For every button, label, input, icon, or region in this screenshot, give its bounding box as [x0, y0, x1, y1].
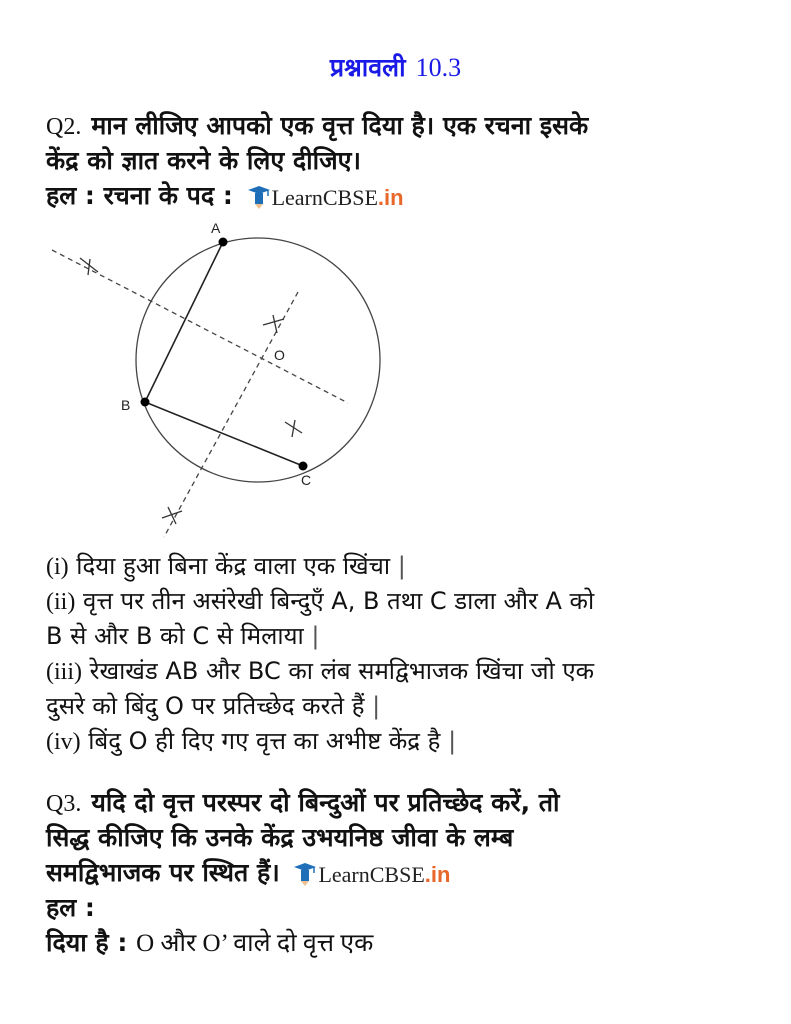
- bisector-bc: [164, 292, 298, 537]
- q2-line2: केंद्र को ज्ञात करने के लिए दीजिए।: [46, 146, 361, 175]
- q2-number: Q2.: [46, 114, 82, 140]
- title-number: 10.3: [415, 53, 462, 82]
- circle: [136, 238, 380, 482]
- logo-suffix: .in: [424, 861, 451, 887]
- chord-ab: [145, 242, 223, 402]
- graduation-cap-pencil-icon: [292, 861, 318, 887]
- q3-line2: सिद्ध कीजिए कि उनके केंद्र उभयनिष्ठ जीवा के लम्ब: [46, 823, 514, 852]
- arc-marks: [80, 258, 302, 524]
- bisector-ab: [52, 250, 348, 403]
- step-1: (i) दिया हुआ बिना केंद्र वाला एक खिंचा |: [46, 552, 406, 580]
- graduation-cap-pencil-icon: [246, 184, 272, 210]
- label-c: C: [301, 472, 312, 488]
- q3-line1: [46, 785, 560, 822]
- q3-line3: [46, 855, 450, 892]
- chord-bc: [145, 402, 303, 466]
- point-c: [299, 462, 308, 471]
- q2-solution-label: हल : रचना के पद :: [46, 181, 233, 210]
- logo-text: LearnCBSE: [271, 184, 378, 210]
- q2-text-1: मान लीजिए आपको एक वृत्त दिया है। एक रचना इसके: [91, 111, 589, 140]
- point-b: [141, 398, 150, 407]
- label-b: B: [121, 397, 131, 413]
- step-3: (iii) रेखाखंड AB और BC का लंब समद्विभाजक खिंचा जो एक: [46, 657, 595, 685]
- given-label: दिया है :: [46, 928, 128, 957]
- logo-suffix: .in: [377, 184, 404, 210]
- q3-text-1: यदि दो वृत्त परस्पर दो बिन्दुओं पर प्रतिच्छेद करें, तो: [91, 788, 560, 817]
- given-text: O और O’ वाले दो वृत्त एक: [136, 930, 374, 957]
- step-2-cont: B से और B को C से मिलाया |: [46, 622, 320, 650]
- learncbse-logo: [246, 180, 404, 215]
- page-title: [0, 50, 791, 84]
- q3-number: Q3.: [46, 791, 82, 817]
- label-a: A: [211, 220, 221, 236]
- q2-line1: [46, 108, 588, 145]
- q2-solution-line: [46, 178, 404, 215]
- q3-given-line: [46, 925, 373, 961]
- title-text: प्रश्नावली: [329, 53, 406, 82]
- step-3-cont: दुसरे को बिंदु O पर प्रतिच्छेद करते हैं |: [46, 692, 381, 720]
- circle-construction-diagram: [40, 215, 400, 545]
- learncbse-logo-2: [292, 857, 450, 892]
- logo-text: LearnCBSE: [318, 861, 425, 887]
- q3-text-3: समद्विभाजक पर स्थित हैं।: [46, 858, 280, 887]
- step-2: (ii) वृत्त पर तीन असंरेखी बिन्दुएँ A, B तथा C डाला और A को: [46, 587, 595, 615]
- point-a: [219, 238, 228, 247]
- label-o: O: [274, 347, 285, 363]
- q3-solution-label: हल :: [46, 893, 95, 922]
- step-4: (iv) बिंदु O ही दिए गए वृत्त का अभीष्ट केंद्र है |: [46, 727, 457, 755]
